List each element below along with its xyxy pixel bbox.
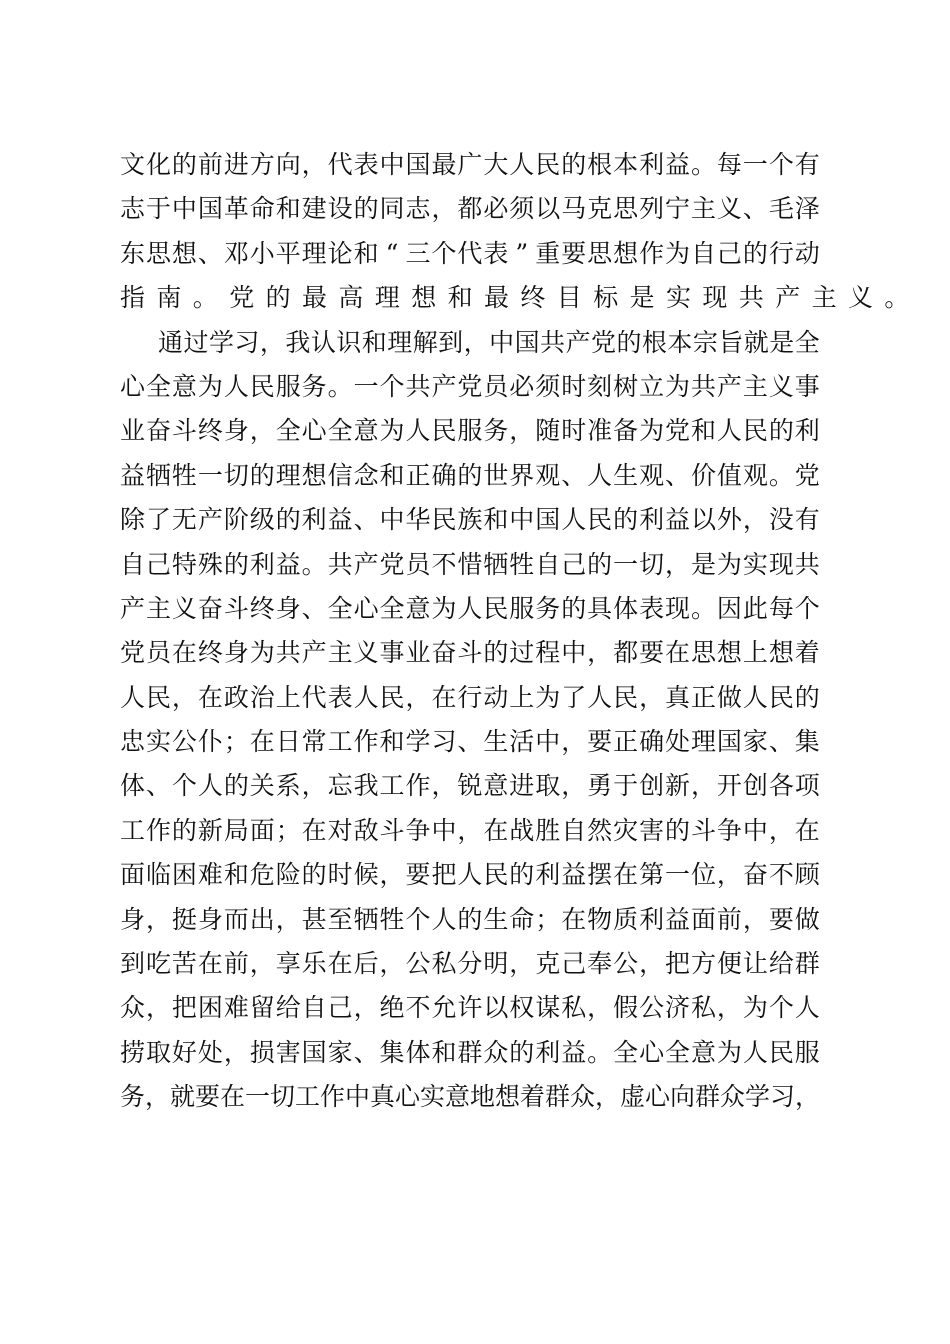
text-line: 通 过 学 习 ， 我 认 识 和 理 解 到 ， 中 国 共 产 党 的 根 本 宗 旨 就 是 全 [158, 327, 820, 357]
text-line: 工 作 的 新 局 面 ； 在 对 敌 斗 争 中 ， 在 战 胜 自 然 灾 害 的 斗 争 中 ， 在 [120, 815, 820, 845]
text-line: 人 民 ， 在 政 治 上 代 表 人 民 ， 在 行 动 上 为 了 人 民 ， 真 正 做 人 民 的 [120, 682, 820, 712]
paragraph-1 [120, 143, 921, 321]
text-line: 指南。党的最高理想和最终目标是实现共产主义。 [120, 283, 921, 313]
text-line: 业 奋 斗 终 身 ， 全 心 全 意 为 人 民 服 务 ， 随 时 准 备 为 党 和 人 民 的 利 [120, 416, 820, 446]
text-line: 党 员 在 终 身 为 共 产 主 义 事 业 奋 斗 的 过 程 中 ， 都 要 在 思 想 上 想 着 [120, 638, 820, 668]
text-line: 心 全 意 为 人 民 服 务 。 一 个 共 产 党 员 必 须 时 刻 树 立 为 共 产 主 义 事 [120, 371, 820, 401]
text-line: 体 、 个 人 的 关 系 ， 忘 我 工 作 ， 锐 意 进 取 ， 勇 于 创 新 ， 开 创 各 项 [120, 771, 820, 801]
text-line: 文 化 的 前 进 方 向 ， 代 表 中 国 最 广 大 人 民 的 根 本 利 益 。 每 一 个 有 [120, 150, 820, 179]
text-line: 志 于 中 国 革 命 和 建 设 的 同 志 ， 都 必 须 以 马 克 思 列 宁 主 义 、 毛 泽 [120, 194, 820, 224]
document-body [120, 143, 921, 1120]
text-line: 产 主 义 奋 斗 终 身 、 全 心 全 意 为 人 民 服 务 的 具 体 表 现 。 因 此 每 个 [120, 593, 820, 623]
text-line: 众 ， 把 困 难 留 给 自 己 ， 绝 不 允 许 以 权 谋 私 ， 假 公 济 私 ， 为 个 人 [120, 993, 820, 1023]
text-line: 捞 取 好 处 ， 损 害 国 家 、 集 体 和 群 众 的 利 益 。 全 心 全 意 为 人 民 服 [120, 1037, 820, 1067]
text-line: 忠 实 公 仆 ； 在 日 常 工 作 和 学 习 、 生 活 中 ， 要 正 确 处 理 国 家 、 集 [120, 727, 820, 757]
paragraph-2 [120, 321, 820, 1120]
text-line: 务 ， 就 要 在 一 切 工 作 中 真 心 实 意 地 想 着 群 众 ， 虚 心 向 群 众 学 习 ， [120, 1082, 821, 1112]
text-line: 自 己 特 殊 的 利 益 。 共 产 党 员 不 惜 牺 牲 自 己 的 一 切 ， 是 为 实 现 共 [120, 549, 820, 579]
text-line: 身 ， 挺 身 而 出 ， 甚 至 牺 牲 个 人 的 生 命 ； 在 物 质 利 益 面 前 ， 要 做 [120, 904, 820, 934]
text-line: 益 牺 牲 一 切 的 理 想 信 念 和 正 确 的 世 界 观 、 人 生 观 、 价 值 观 。 党 [120, 460, 820, 490]
text-line: 东 思 想 、 邓 小 平 理 论 和 “ 三 个 代 表 ” 重 要 思 想 作 为 自 己 的 行 动 [120, 238, 820, 268]
text-line: 到 吃 苦 在 前 ， 享 乐 在 后 ， 公 私 分 明 ， 克 己 奉 公 ， 把 方 便 让 给 群 [120, 949, 820, 979]
text-line: 除 了 无 产 阶 级 的 利 益 、 中 华 民 族 和 中 国 人 民 的 利 益 以 外 ， 没 有 [120, 505, 820, 535]
text-line: 面 临 困 难 和 危 险 的 时 候 ， 要 把 人 民 的 利 益 摆 在 第 一 位 ， 奋 不 顾 [120, 860, 820, 890]
